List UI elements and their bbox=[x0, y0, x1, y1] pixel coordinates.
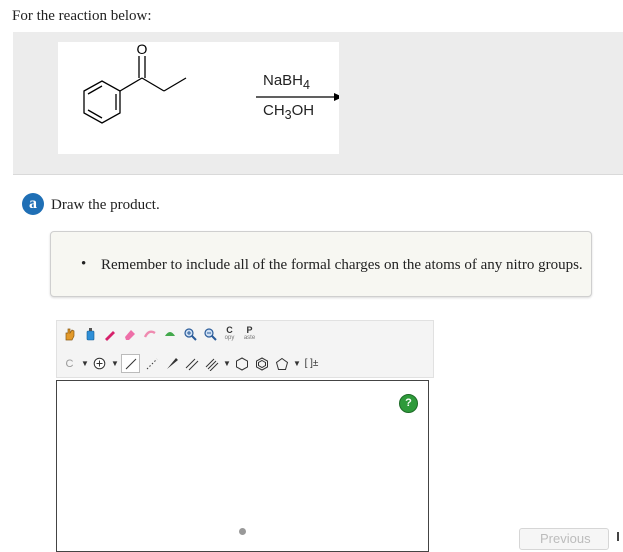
ring-carbonyl-bond bbox=[120, 78, 142, 91]
drawing-canvas[interactable] bbox=[56, 380, 429, 552]
paste-button[interactable] bbox=[241, 325, 258, 342]
eraser-tool-icon[interactable] bbox=[121, 325, 138, 342]
part-label: Draw the product. bbox=[51, 197, 160, 213]
reagent-bottom-suffix: OH bbox=[291, 102, 315, 119]
reagent-bottom-prefix: CH bbox=[263, 102, 285, 119]
reaction-scheme bbox=[58, 42, 339, 154]
single-bond-icon[interactable] bbox=[121, 354, 140, 373]
element-button[interactable] bbox=[61, 355, 78, 372]
drawing-toolbar bbox=[56, 320, 434, 378]
hint-note bbox=[50, 231, 592, 297]
element-label: C bbox=[65, 357, 74, 370]
bottle-tool-icon[interactable] bbox=[81, 325, 98, 342]
dashed-bond-icon[interactable] bbox=[143, 355, 160, 372]
ch2-bond bbox=[142, 78, 164, 91]
wedge-bond-icon[interactable] bbox=[163, 355, 180, 372]
triple-bond-icon[interactable] bbox=[203, 355, 220, 372]
hand-tool-icon[interactable] bbox=[61, 325, 78, 342]
reagent-ch3oh bbox=[263, 102, 314, 122]
reagent-bottom-sub: 3 bbox=[284, 108, 292, 122]
double-bond-icon[interactable] bbox=[183, 355, 200, 372]
zoom-out-icon[interactable] bbox=[201, 325, 218, 342]
bracket-label: [ ]± bbox=[304, 358, 319, 369]
bracket-button[interactable] bbox=[303, 355, 320, 372]
paste-label: P bbox=[246, 324, 253, 335]
pentagon-ring-icon[interactable] bbox=[273, 355, 290, 372]
copy-sub: opy bbox=[224, 334, 235, 341]
hint-text: Remember to include all of the formal charges on the atoms of any nitro groups. bbox=[101, 257, 583, 273]
benzene-ring-icon[interactable] bbox=[253, 355, 270, 372]
pencil-tool-icon[interactable] bbox=[101, 325, 118, 342]
copy-button[interactable] bbox=[221, 325, 238, 342]
reaction-panel bbox=[13, 32, 623, 175]
canvas-dot bbox=[239, 528, 246, 535]
intro-text: For the reaction below: bbox=[12, 8, 152, 24]
edge-mark bbox=[617, 532, 619, 541]
part-badge: a bbox=[22, 193, 44, 215]
bullet-icon: • bbox=[81, 256, 87, 272]
paste-sub: aste bbox=[243, 334, 256, 341]
reagent-nabh4 bbox=[263, 72, 310, 92]
reagent-top-text: NaBH bbox=[263, 72, 304, 89]
previous-button[interactable]: Previous bbox=[519, 528, 609, 550]
oxygen-atom: O bbox=[136, 42, 148, 57]
zoom-in-icon[interactable] bbox=[181, 325, 198, 342]
help-button[interactable]: ? bbox=[399, 394, 418, 413]
charge-dropdown-icon[interactable]: ▼ bbox=[111, 359, 119, 368]
element-dropdown-icon[interactable]: ▼ bbox=[81, 359, 89, 368]
bond-dropdown-icon[interactable]: ▼ bbox=[223, 359, 231, 368]
lasso-tool-icon[interactable] bbox=[161, 325, 178, 342]
ring-dropdown-icon[interactable]: ▼ bbox=[293, 359, 301, 368]
propiophenone-structure bbox=[58, 42, 339, 154]
ch3-bond bbox=[164, 78, 186, 91]
hexagon-ring-icon[interactable] bbox=[233, 355, 250, 372]
copy-label: C bbox=[226, 324, 233, 335]
charge-plus-icon[interactable] bbox=[91, 355, 108, 372]
reagent-top-sub: 4 bbox=[303, 78, 310, 92]
arrow-tool-icon[interactable] bbox=[141, 325, 158, 342]
benzene-ring bbox=[84, 81, 120, 123]
